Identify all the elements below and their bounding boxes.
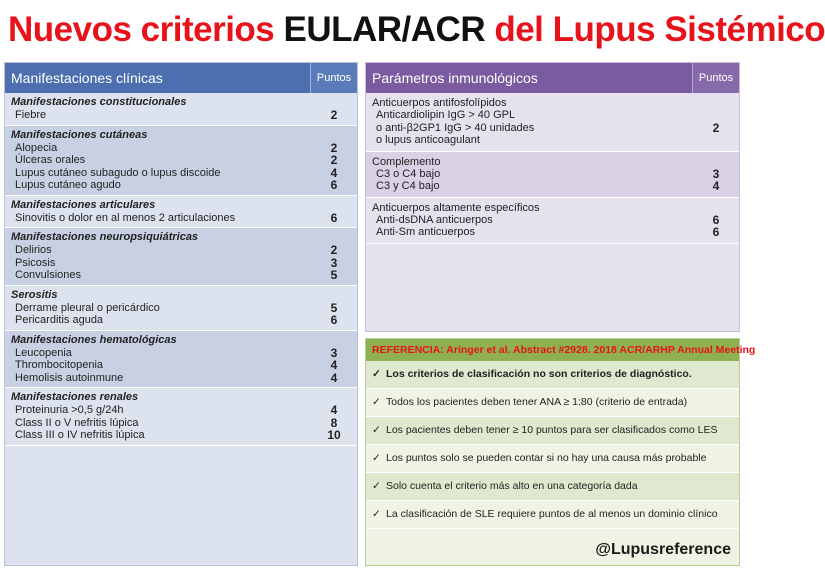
criteria-row xyxy=(11,417,357,430)
criteria-row xyxy=(372,180,739,193)
reference-bullet xyxy=(366,389,739,417)
immunology-panel xyxy=(365,62,740,332)
criteria-row xyxy=(11,302,357,315)
criteria-points xyxy=(693,134,739,147)
reference-header: REFERENCIA: Aringer et al. Abstract #2928. 2018 ACR/ARHP Annual Meeting xyxy=(366,339,739,361)
criteria-label: Alopecia xyxy=(15,141,58,154)
criteria-points: 3 xyxy=(712,166,720,181)
check-icon: ✓ xyxy=(372,396,381,408)
criteria-row xyxy=(11,257,357,270)
criteria-points: 2 xyxy=(330,153,338,167)
section-title: Manifestaciones constitucionales xyxy=(11,96,187,108)
immunology-sections xyxy=(366,93,739,244)
criteria-row xyxy=(372,109,739,122)
reference-bullet-text: Los pacientes deben tener ≥ 10 puntos para ser clasificados como LES xyxy=(386,424,718,436)
twitter-handle: @Lupusreference xyxy=(595,541,731,558)
check-icon: ✓ xyxy=(372,368,381,380)
criteria-section xyxy=(366,93,739,152)
criteria-label: Lupus cutáneo agudo xyxy=(15,179,121,191)
reference-bullet xyxy=(366,473,739,501)
criteria-label: o anti-β2GP1 IgG > 40 unidades xyxy=(376,121,535,134)
criteria-label: Leucopenia xyxy=(15,346,72,359)
criteria-row xyxy=(372,168,739,181)
section-title: Manifestaciones articulares xyxy=(11,198,156,211)
criteria-section xyxy=(366,152,739,198)
immunology-header-label: Parámetros inmunológicos xyxy=(372,70,538,86)
criteria-label: Convulsiones xyxy=(15,269,82,281)
criteria-points: 6 xyxy=(330,178,338,192)
criteria-points: 2 xyxy=(330,108,338,122)
criteria-row xyxy=(11,314,357,327)
criteria-label: Thrombocitopenia xyxy=(15,359,104,371)
criteria-label: Psicosis xyxy=(15,256,56,269)
criteria-points: 6 xyxy=(330,210,338,225)
section-title: Manifestaciones neuropsiquiátricas xyxy=(11,231,199,243)
criteria-label: Derrame pleural o pericárdico xyxy=(15,301,160,314)
criteria-label: Sinovitis o dolor en al menos 2 articulaciones xyxy=(15,211,236,224)
criteria-points: 6 xyxy=(330,313,338,327)
criteria-row xyxy=(11,404,357,417)
criteria-label: C3 y C4 bajo xyxy=(376,180,440,192)
criteria-points: 3 xyxy=(330,255,338,270)
criteria-points: 4 xyxy=(330,370,338,385)
page-title xyxy=(8,6,825,54)
check-icon: ✓ xyxy=(372,508,381,520)
criteria-label: C3 o C4 bajo xyxy=(376,167,441,180)
reference-panel xyxy=(365,338,756,566)
section-title: Manifestaciones cutáneas xyxy=(11,128,148,141)
criteria-row xyxy=(372,214,739,227)
title-part-1: Nuevos criterios xyxy=(8,10,284,49)
criteria-row xyxy=(11,179,357,192)
criteria-points: 10 xyxy=(327,428,341,442)
criteria-label: Fiebre xyxy=(15,109,47,121)
check-icon: ✓ xyxy=(372,480,381,492)
clinical-points-header: Puntos xyxy=(310,63,357,93)
clinical-sections xyxy=(5,93,357,446)
reference-bullet xyxy=(366,445,739,473)
criteria-row xyxy=(372,122,739,135)
clinical-header-label: Manifestaciones clínicas xyxy=(11,70,163,86)
criteria-row xyxy=(372,226,739,239)
criteria-points xyxy=(693,109,739,122)
criteria-section xyxy=(5,388,357,446)
criteria-row xyxy=(11,359,357,372)
criteria-points: 4 xyxy=(330,165,338,180)
criteria-points: 5 xyxy=(330,300,338,315)
section-title: Manifestaciones renales xyxy=(11,391,139,403)
criteria-points: 4 xyxy=(330,403,338,417)
criteria-section xyxy=(5,93,357,126)
criteria-label: Pericarditis aguda xyxy=(15,314,104,326)
reference-bullet-text: La clasificación de SLE requiere puntos de al menos un dominio clínico xyxy=(386,508,718,520)
criteria-points: 6 xyxy=(712,212,720,227)
criteria-section xyxy=(5,126,357,196)
clinical-panel xyxy=(4,62,358,566)
criteria-row xyxy=(11,372,357,385)
reference-bullet-text: Solo cuenta el criterio más alto en una categoría dada xyxy=(386,480,638,492)
criteria-points: 3 xyxy=(330,345,338,360)
criteria-label: o lupus anticoagulant xyxy=(376,134,480,146)
title-part-2: EULAR/ACR xyxy=(283,10,486,49)
criteria-section xyxy=(366,198,739,244)
check-icon: ✓ xyxy=(372,452,381,464)
criteria-points: 2 xyxy=(330,243,338,257)
reference-bullet-text: Los criterios de clasificación no son criterios de diagnóstico. xyxy=(386,368,692,380)
clinical-header xyxy=(5,63,357,93)
criteria-points: 4 xyxy=(330,358,338,372)
criteria-row xyxy=(11,154,357,167)
criteria-row xyxy=(372,134,739,147)
reference-bullet-text: Todos los pacientes deben tener ANA ≥ 1:80 (criterio de entrada) xyxy=(386,396,688,408)
section-title: Anticuerpos altamente específicos xyxy=(372,201,540,214)
reference-bullet xyxy=(366,361,739,389)
reference-bullets xyxy=(366,361,739,529)
criteria-label: Anti-dsDNA anticuerpos xyxy=(376,213,493,226)
reference-bullet xyxy=(366,417,739,445)
criteria-points: 8 xyxy=(330,415,338,430)
criteria-row xyxy=(11,212,357,225)
criteria-label: Hemolisis autoinmune xyxy=(15,371,124,384)
criteria-points: 4 xyxy=(712,179,720,193)
section-title: Complemento xyxy=(372,155,441,168)
criteria-points: 6 xyxy=(712,225,720,239)
section-title: Manifestaciones hematológicas xyxy=(11,333,177,346)
title-part-3: del Lupus Sistémico xyxy=(485,10,825,49)
criteria-label: Class III o IV nefritis lúpica xyxy=(15,429,145,441)
criteria-section xyxy=(5,286,357,331)
criteria-row xyxy=(11,109,357,122)
criteria-label: Anticardiolipin IgG > 40 GPL xyxy=(376,109,516,121)
criteria-points: 5 xyxy=(330,268,338,282)
criteria-label: Class II o V nefritis lúpica xyxy=(15,416,139,429)
reference-bullet-text: Los puntos solo se pueden contar si no hay una causa más probable xyxy=(386,452,707,464)
criteria-points: 2 xyxy=(712,120,720,135)
criteria-section xyxy=(5,196,357,229)
immunology-header xyxy=(366,63,739,93)
criteria-section xyxy=(5,228,357,286)
criteria-row xyxy=(11,269,357,282)
reference-bullet xyxy=(366,501,739,529)
section-title: Anticuerpos antifosfolípidos xyxy=(372,97,507,109)
criteria-row xyxy=(11,429,357,442)
check-icon: ✓ xyxy=(372,424,381,436)
criteria-row xyxy=(11,347,357,360)
immunology-points-header: Puntos xyxy=(692,63,739,93)
criteria-row xyxy=(11,244,357,257)
section-title: Serositis xyxy=(11,288,58,301)
criteria-row xyxy=(11,142,357,155)
criteria-label: Anti-Sm anticuerpos xyxy=(376,226,476,238)
criteria-label: Úlceras orales xyxy=(15,154,86,166)
criteria-label: Lupus cutáneo subagudo o lupus discoide xyxy=(15,166,221,179)
criteria-label: Proteinuria >0,5 g/24h xyxy=(15,404,124,416)
criteria-section xyxy=(5,331,357,389)
criteria-label: Delirios xyxy=(15,244,52,256)
criteria-row xyxy=(11,167,357,180)
criteria-points: 2 xyxy=(330,140,338,155)
